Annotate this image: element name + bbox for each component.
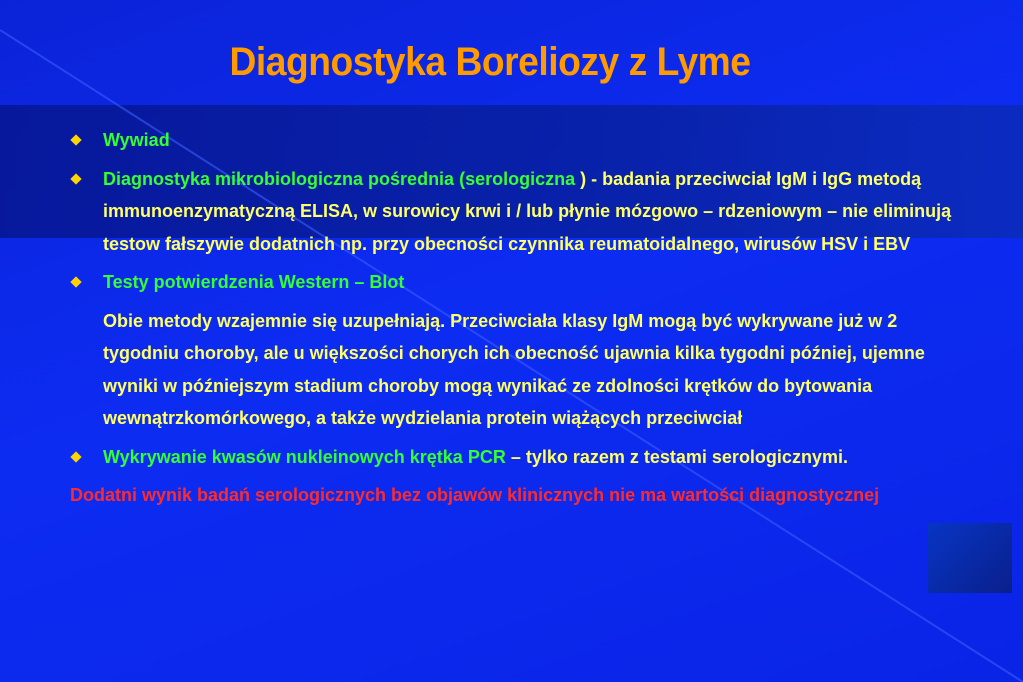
accent-box [928, 523, 1012, 593]
item-text-green: Wywiad [103, 130, 170, 150]
item-text-green: Diagnostyka mikrobiologiczna pośrednia (serologiczna [103, 168, 581, 189]
list-item [70, 124, 970, 157]
warning-text: Dodatni wynik badań serologicznych bez objawów klinicznych nie ma wartości diagnostycznej [70, 485, 880, 505]
item-text-green: Wykrywanie kwasów nukleinowych krętka PCR [103, 446, 511, 467]
list-item [70, 163, 970, 261]
diamond-bullet-icon [70, 276, 81, 287]
slide-content [70, 124, 970, 512]
list-item [70, 266, 970, 299]
diamond-bullet-icon [70, 451, 81, 462]
item-text-green: Testy potwierdzenia Western – Blot [103, 272, 405, 292]
diamond-bullet-icon [70, 173, 81, 184]
item-text-yellow: – tylko razem z testami serologicznymi. [510, 446, 848, 467]
diamond-bullet-icon [70, 134, 81, 145]
slide-title: Diagnostyka Boreliozy z Lyme [229, 40, 751, 84]
item-text-yellow: ) - badania przeciwciał IgM i IgG metodą immunoenzymatyczną ELISA, w surowicy krwi i / lub płynie mózgowo – rdzeniowym – nie eliminują testow fałszywie dodatnich np. przy obecności czynnika reumatoidalnego, wirusów HSV i EBV [103, 168, 952, 254]
explanation-paragraph: Obie metody wzajemnie się uzupełniają. Przeciwciała klasy IgM mogą być wykrywane już w 2 tygodniu choroby, ale u większości chorych ich obecność ujawnia kilka tygodni później, ujemne wyniki w późniejszym stadium choroby mogą wynikać ze zdolności krętków do bytowania wewnątrzkomórkowego, a także wydzielania protein wiążących przeciwciał [103, 310, 925, 428]
list-item [70, 441, 970, 474]
